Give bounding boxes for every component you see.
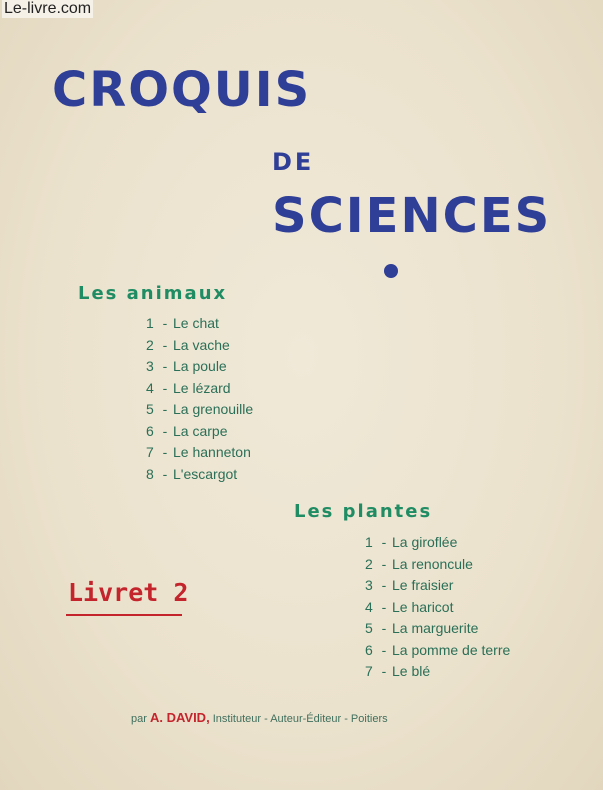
list-item: 2 - La vache (146, 336, 230, 353)
title-de: DE (272, 148, 315, 176)
animaux-heading: Les animaux (78, 283, 228, 304)
animaux-list (146, 313, 253, 485)
footer-credits (131, 710, 388, 725)
list-item: 6 - La carpe (146, 422, 228, 439)
list-item: 1 - Le chat (146, 315, 219, 331)
list-item: 4 - Le lézard (146, 379, 231, 396)
list-item: 5 - La marguerite (365, 620, 479, 636)
livret-underline (66, 614, 182, 616)
list-item: 6 - La pomme de terre (365, 641, 511, 658)
list-item: 3 - La poule (146, 358, 227, 374)
livret-label: Livret 2 (68, 578, 189, 607)
watermark: Le-livre.com (4, 0, 92, 17)
footer-par: par (131, 713, 147, 725)
title-sciences: SCIENCES (272, 188, 552, 244)
list-item: 5 - La grenouille (146, 401, 254, 417)
list-item: 8 - L'escargot (146, 465, 238, 482)
footer-author: A. DAVID, (149, 710, 210, 725)
list-item: 7 - Le hanneton (146, 444, 251, 460)
title-croquis: CROQUIS (52, 62, 312, 118)
list-item: 3 - Le fraisier (365, 577, 454, 593)
list-item: 2 - La renoncule (365, 555, 473, 572)
list-item: 7 - Le blé (365, 663, 431, 679)
footer-rest: Instituteur - Auteur-Éditeur - Poitiers (212, 713, 388, 725)
list-item: 1 - La giroflée (365, 534, 458, 550)
list-item: 4 - Le haricot (365, 598, 454, 615)
plantes-heading: Les plantes (294, 501, 433, 522)
plantes-list (365, 532, 510, 683)
bullet-dot-icon (384, 264, 398, 278)
